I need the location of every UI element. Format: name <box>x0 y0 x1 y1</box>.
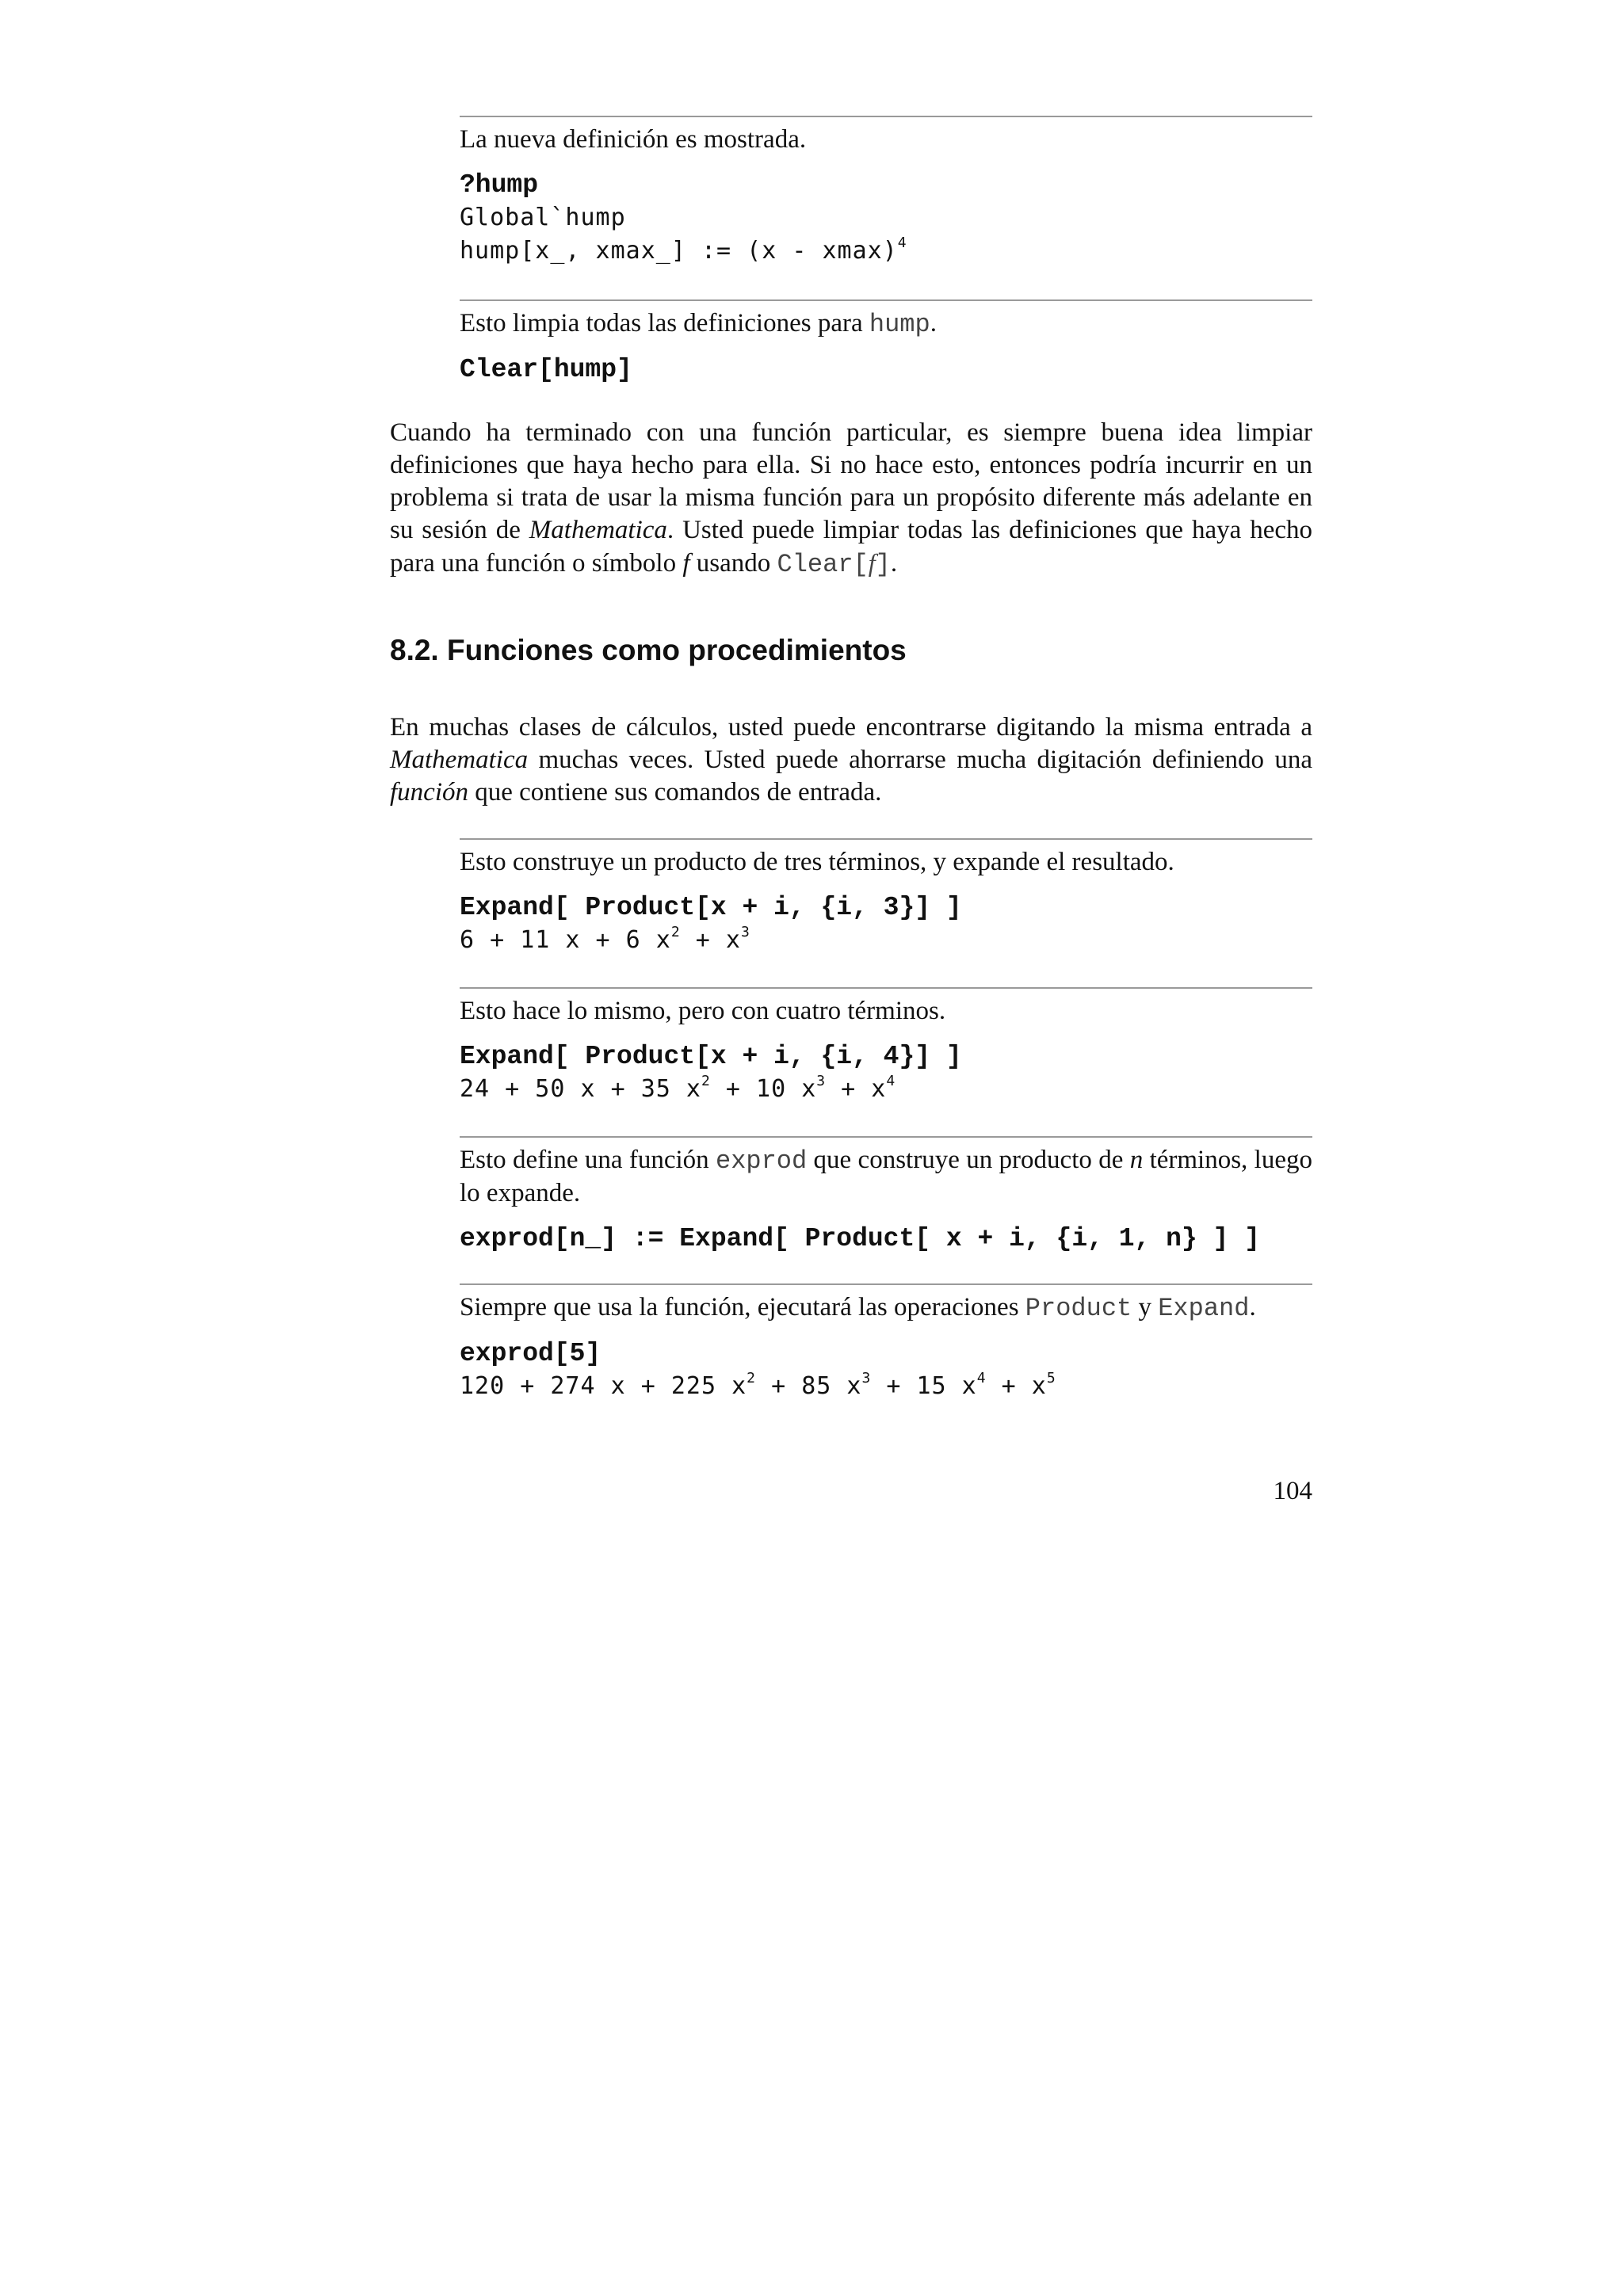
cell-caption: La nueva definición es mostrada. <box>460 125 807 154</box>
section-heading: 8.2. Funciones como procedimientos <box>390 634 907 666</box>
inline-code: Clear[f] <box>777 548 891 579</box>
cell-exprod-5 <box>460 1283 1312 1402</box>
exponent: 2 <box>670 924 681 940</box>
exponent: 5 <box>1046 1370 1056 1386</box>
exponent: 3 <box>740 924 750 940</box>
cell-caption: Esto hace lo mismo, pero con cuatro términos. <box>460 997 946 1025</box>
cell-clear-hump <box>460 299 1312 385</box>
inline-code: exprod <box>715 1146 808 1176</box>
output-term: + 15 x <box>871 1372 977 1400</box>
cell-input: ?hump <box>460 170 539 200</box>
cell-input: exprod[5] <box>460 1339 601 1368</box>
output-term: 24 + 50 x + 35 x <box>460 1075 701 1103</box>
cell-input: Expand[ Product[x + i, {i, 3}] ] <box>460 893 962 922</box>
cell-caption: Esto construye un producto de tres términos, y expande el resultado. <box>460 848 1174 876</box>
body-paragraph: En muchas clases de cálculos, usted puede encontrarse digitando la misma entrada a Mathematica muchas veces. Usted puede ahorrarse mucha digitación definiendo una función que contiene sus comandos de entrada. <box>390 713 1312 807</box>
cell-output <box>460 925 1312 956</box>
exponent: 3 <box>816 1073 827 1089</box>
output-term: + x <box>680 926 741 954</box>
cell-expand-4 <box>460 987 1312 1105</box>
cell-output <box>460 1074 1312 1105</box>
output-term: + 85 x <box>756 1372 862 1400</box>
inline-code: hump <box>869 310 930 339</box>
cell-caption: Esto define una función exprod que construye un producto de n términos, luego lo expande. <box>460 1146 1312 1207</box>
cell-input: Expand[ Product[x + i, {i, 4}] ] <box>460 1042 962 1071</box>
cell-caption: Siempre que usa la función, ejecutará las operaciones Product y Expand. <box>460 1293 1256 1323</box>
output-term: + x <box>826 1075 887 1103</box>
cell-caption: Esto limpia todas las definiciones para hump. <box>460 309 937 339</box>
exponent: 2 <box>701 1073 711 1089</box>
cell-output-line: hump[x_, xmax_] := (x - xmax)$^4$ <box>460 235 907 265</box>
exponent: 4 <box>897 235 907 251</box>
exponent: 4 <box>976 1370 987 1386</box>
cell-input: Clear[hump] <box>460 355 632 384</box>
exponent: 2 <box>747 1370 757 1386</box>
cell-exprod-definition <box>460 1136 1312 1254</box>
output-term: 120 + 274 x + 225 x <box>460 1372 747 1400</box>
page-number: 104 <box>1273 1477 1312 1505</box>
exponent: 4 <box>886 1073 896 1089</box>
inline-code: Expand <box>1158 1294 1250 1323</box>
cell-output <box>460 1371 1312 1402</box>
output-term: 6 + 11 x + 6 x <box>460 926 671 954</box>
cell-hump-definition <box>460 116 1312 267</box>
cell-output-line: Global`hump <box>460 204 626 231</box>
cell-input: exprod[n_] := Expand[ Product[ x + i, {i, 1, n} ] ] <box>460 1224 1260 1253</box>
inline-code: Product <box>1025 1294 1132 1323</box>
exponent: 3 <box>861 1370 872 1386</box>
body-paragraph: Cuando ha terminado con una función particular, es siempre buena idea limpiar definiciones que haya hecho para ella. Si no hace esto, entonces podría incurrir en un problema si trata de usar la misma función para un propósito diferente más adelante en su sesión de Mathematica. Usted puede limpiar todas las definiciones que haya hecho para una función o símbolo f usando Clear[f]. <box>390 418 1312 579</box>
cell-expand-3 <box>460 838 1312 956</box>
output-term: + x <box>986 1372 1047 1400</box>
output-term: + 10 x <box>710 1075 817 1103</box>
